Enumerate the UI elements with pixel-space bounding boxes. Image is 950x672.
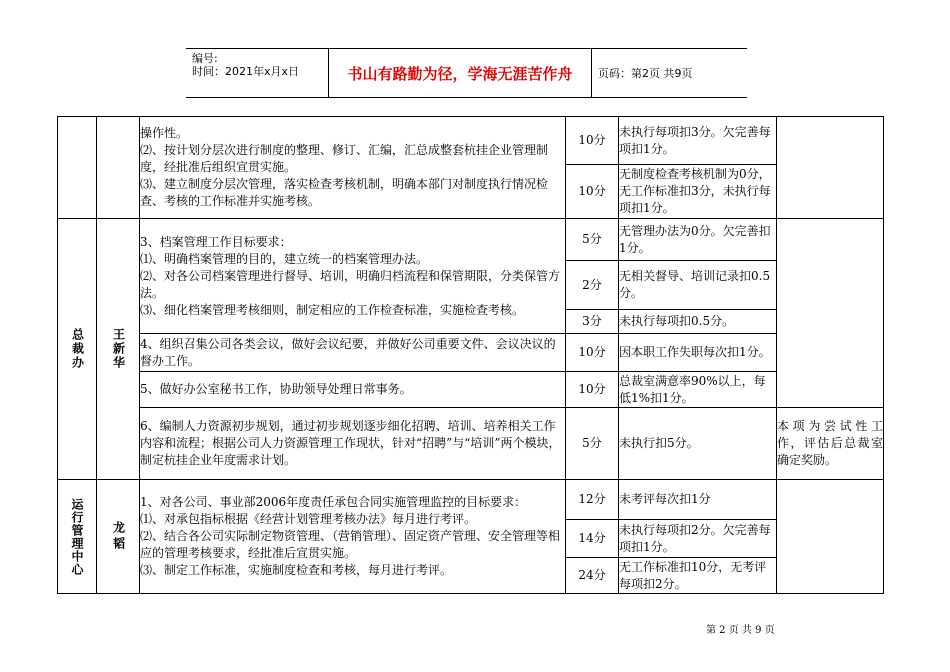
note-cell bbox=[777, 117, 884, 219]
content-line: ⑶、细化档案管理考核细则，制定相应的工作检查标准，实施检查考核。 bbox=[140, 302, 525, 317]
target-content bbox=[140, 480, 566, 594]
content-line: ⑵、按计划分层次进行制度的整理、修订、汇编，汇总成整套杭挂企业管理制度，经批准后组织宣贯实施。 bbox=[140, 143, 549, 174]
table-row bbox=[58, 334, 884, 372]
table-row bbox=[58, 219, 884, 261]
score-cell: 10分 bbox=[566, 117, 619, 165]
header-meta bbox=[186, 49, 329, 97]
rule-cell: 未考评每次扣1分 bbox=[619, 480, 777, 520]
rule-cell: 未执行每项扣3分。欠完善每项扣1分。 bbox=[619, 117, 777, 165]
header-motto: 书山有路勤为径，学海无涯苦作舟 bbox=[329, 49, 592, 97]
content-line: 3、档案管理工作目标要求： bbox=[140, 234, 292, 249]
rule-cell: 无管理办法为0分。欠完善扣1分。 bbox=[619, 219, 777, 261]
header-page-label: 页码：第2页 共9页 bbox=[598, 67, 693, 80]
rule-cell: 无工作标准扣10分，无考评每项扣2分。 bbox=[619, 558, 777, 594]
score-cell: 12分 bbox=[566, 480, 619, 520]
score-cell: 10分 bbox=[566, 372, 619, 408]
person-cell bbox=[97, 117, 140, 219]
rule-cell: 未执行每项扣0.5分。 bbox=[619, 310, 777, 334]
rule-cell: 无相关督导、培训记录扣0.5分。 bbox=[619, 261, 777, 310]
score-cell: 10分 bbox=[566, 334, 619, 372]
time-label: 时间：2021年x月x日 bbox=[192, 65, 300, 78]
score-cell: 24分 bbox=[566, 558, 619, 594]
rule-cell: 未执行扣5分。 bbox=[619, 408, 777, 480]
content-line: ⑶、制定工作标准，实施制度检查和考核，每月进行考评。 bbox=[140, 563, 453, 577]
table-row bbox=[58, 372, 884, 408]
content-line: ⑴、对承包指标根据《经营计划管理考核办法》每月进行考评。 bbox=[140, 512, 477, 526]
table-row bbox=[58, 117, 884, 165]
note-cell bbox=[777, 219, 884, 408]
note-cell: 本项为尝试性工作，评估后总裁室确定奖励。 bbox=[777, 408, 884, 480]
dept-cell: 运行管理中心 bbox=[58, 480, 97, 594]
content-line: 操作性。 bbox=[140, 126, 189, 140]
content-line: ⑵、对各公司档案管理进行督导、培训，明确归档流程和保管期限，分类保管方法。 bbox=[140, 268, 561, 300]
target-content: 5、做好办公室秘书工作，协助领导处理日常事务。 bbox=[140, 372, 566, 408]
dept-cell: 总裁办 bbox=[58, 219, 97, 480]
number-label: 编号: bbox=[192, 52, 218, 65]
assessment-table bbox=[57, 116, 884, 594]
rule-cell: 因本职工作失职每次扣1分。 bbox=[619, 334, 777, 372]
note-cell bbox=[777, 480, 884, 594]
score-cell: 14分 bbox=[566, 520, 619, 558]
content-line: ⑶、建立制度分层次管理，落实检查考核机制，明确本部门对制度执行情况检查、考核的工作标准并实施考核。 bbox=[140, 177, 549, 208]
score-cell: 10分 bbox=[566, 165, 619, 219]
person-cell: 龙韬 bbox=[97, 480, 140, 594]
page-header bbox=[186, 48, 747, 98]
content-line: 1、对各公司、事业部2006年度责任承包合同实施管理监控的目标要求： bbox=[140, 495, 527, 509]
dept-cell bbox=[58, 117, 97, 219]
content-line: ⑵、结合各公司实际制定物资管理、（营销管理）、固定资产管理、安全管理等相应的管理考核要求，经批准后宣贯实施。 bbox=[140, 529, 561, 560]
score-cell: 5分 bbox=[566, 219, 619, 261]
rule-cell: 无制度检查考核机制为0分，无工作标准扣3分，未执行每项扣1分。 bbox=[619, 165, 777, 219]
page-footer: 第 2 页 共 9 页 bbox=[706, 625, 775, 636]
table-row bbox=[58, 480, 884, 520]
score-cell: 3分 bbox=[566, 310, 619, 334]
content-line: ⑴、明确档案管理的目的，建立统一的档案管理办法。 bbox=[140, 251, 429, 266]
person-cell: 王新华 bbox=[97, 219, 140, 480]
score-cell: 5分 bbox=[566, 408, 619, 480]
target-content: 6、编制人力资源初步规划，通过初步规划逐步细化招聘、培训、培养相关工作内容和流程；根据公司人力资源管理工作现状，针对“招聘”与“培训”两个模块，制定杭挂企业年度需求计划。 bbox=[140, 408, 566, 480]
target-content: 4、组织召集公司各类会议，做好会议纪要，并做好公司重要文件、会议决议的督办工作。 bbox=[140, 334, 566, 372]
target-content bbox=[140, 117, 566, 219]
table-row bbox=[58, 408, 884, 480]
rule-cell: 未执行每项扣2分。欠完善每项扣1分。 bbox=[619, 520, 777, 558]
score-cell: 2分 bbox=[566, 261, 619, 310]
target-content bbox=[140, 219, 566, 334]
rule-cell: 总裁室满意率90%以上，每低1%扣1分。 bbox=[619, 372, 777, 408]
